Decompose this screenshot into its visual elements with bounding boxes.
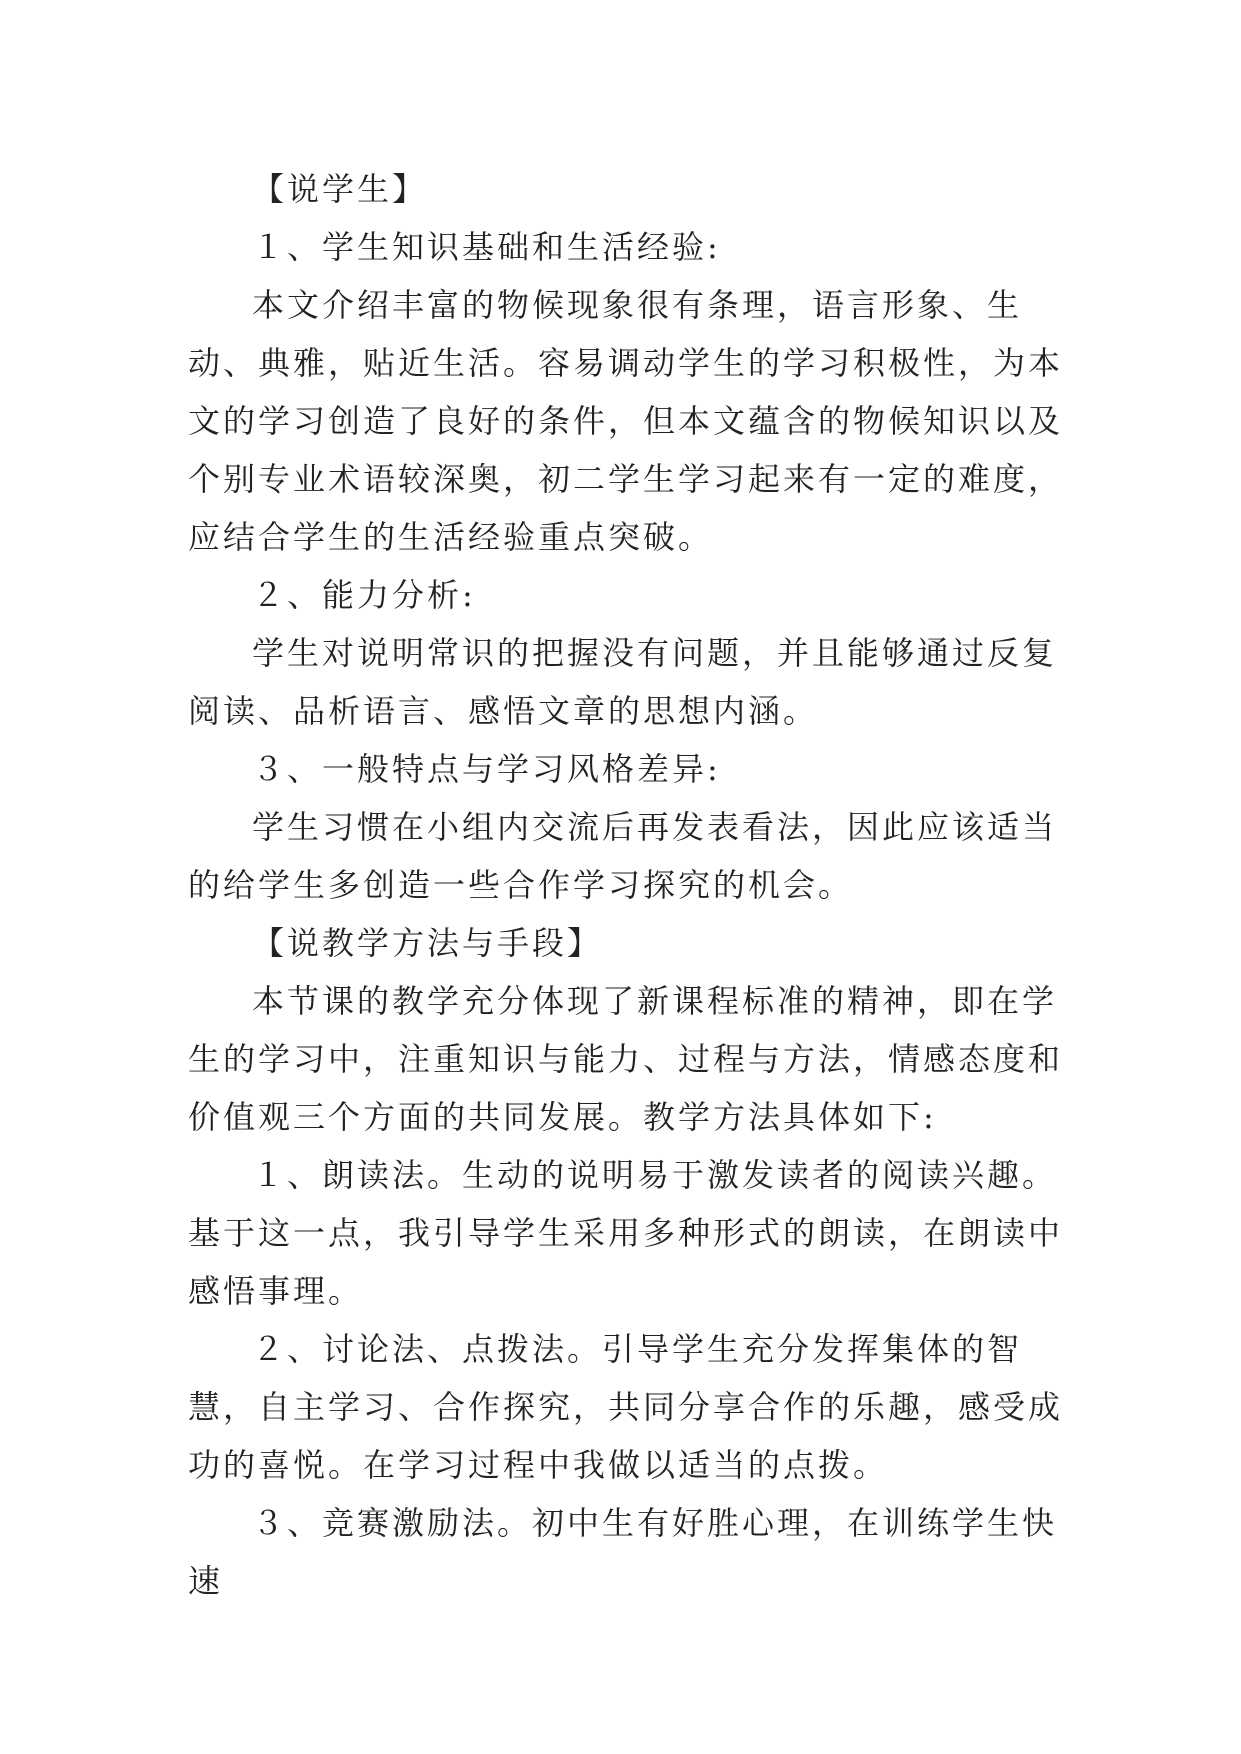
- paragraph-learning-style: 学生习惯在小组内交流后再发表看法，因此应该适当的给学生多创造一些合作学习探究的机会。: [188, 808, 1058, 904]
- document-body: [188, 160, 1068, 1610]
- paragraph-knowledge-experience: 本文介绍丰富的物候现象很有条理，语言形象、生动、典雅，贴近生活。容易调动学生的学习积极性，为本文的学习创造了良好的条件，但本文蕴含的物候知识以及个别专业术语较深奥，初二学生学习起来有一定的难度，应结合学生的生活经验重点突破。: [188, 286, 1064, 556]
- paragraph-method-competition: ３、竞赛激励法。初中生有好胜心理，在训练学生快速: [188, 1504, 1058, 1600]
- subheading-knowledge-experience: １、学生知识基础和生活经验:: [252, 228, 721, 266]
- section-heading-students: 【说学生】: [252, 170, 428, 208]
- paragraph-ability-analysis: 学生对说明常识的把握没有问题，并且能够通过反复阅读、品析语言、感悟文章的思想内涵。: [188, 634, 1058, 730]
- paragraph-method-reading: １、朗读法。生动的说明易于激发读者的阅读兴趣。基于这一点，我引导学生采用多种形式的朗读，在朗读中感悟事理。: [188, 1156, 1064, 1310]
- subheading-ability-analysis: ２、能力分析:: [252, 576, 476, 614]
- paragraph-method-discussion: ２、讨论法、点拨法。引导学生充分发挥集体的智慧，自主学习、合作探究，共同分享合作的乐趣，感受成功的喜悦。在学习过程中我做以适当的点拨。: [188, 1330, 1064, 1484]
- subheading-learning-style: ３、一般特点与学习风格差异:: [252, 750, 721, 788]
- section-heading-methods: 【说教学方法与手段】: [252, 924, 603, 962]
- paragraph-methods-intro: 本节课的教学充分体现了新课程标准的精神，即在学生的学习中，注重知识与能力、过程与方法，情感态度和价值观三个方面的共同发展。教学方法具体如下:: [188, 982, 1064, 1136]
